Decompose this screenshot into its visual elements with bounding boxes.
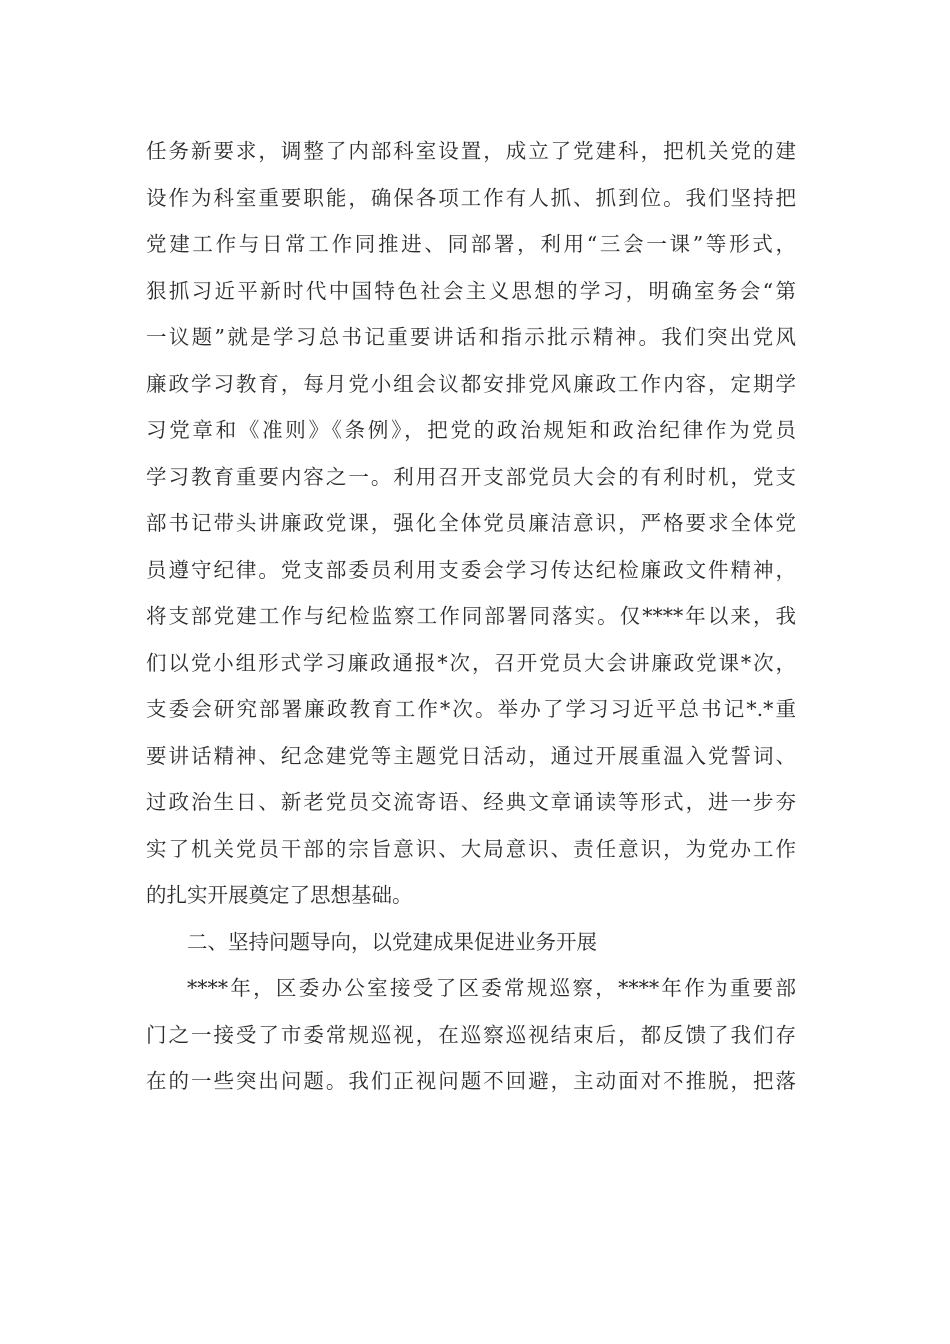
paragraph-line: 员遵守纪律。党支部委员利用支委会学习传达纪检廉政文件精神， <box>146 557 796 582</box>
paragraph-line: 要讲话精神、纪念建党等主题党日活动，通过开展重温入党誓词、 <box>146 743 796 768</box>
paragraph-line: 门之一接受了市委常规巡视，在巡察巡视结束后，都反馈了我们存 <box>146 1022 796 1047</box>
paragraph-line: 党建工作与日常工作同推进、同部署，利用“三会一课”等形式， <box>146 232 796 256</box>
paragraph-line: 学习教育重要内容之一。利用召开支部党员大会的有利时机，党支 <box>146 464 796 489</box>
paragraph-line: 在的一些突出问题。我们正视问题不回避，主动面对不推脱，把落 <box>146 1069 796 1093</box>
paragraph-line: 的扎实开展奠定了思想基础。 <box>146 883 413 907</box>
paragraph-line: 部书记带头讲廉政党课，强化全体党员廉洁意识，严格要求全体党 <box>146 511 796 535</box>
paragraph-line: 们以党小组形式学习廉政通报*次，召开党员大会讲廉政党课*次， <box>146 650 796 675</box>
paragraph-line: ****年，区委办公室接受了区委常规巡察，****年作为重要部 <box>187 976 796 1000</box>
paragraph-line: 习党章和《准则》《条例》，把党的政治规矩和政治纪律作为党员 <box>146 418 796 442</box>
paragraph-line: 将支部党建工作与纪检监察工作同部署同落实。仅****年以来，我 <box>146 604 796 628</box>
paragraph-line: 一议题”就是学习总书记重要讲话和指示批示精神。我们突出党风 <box>146 325 796 349</box>
paragraph-line: 任务新要求，调整了内部科室设置，成立了党建科，把机关党的建 <box>146 139 796 163</box>
paragraph-line: 过政治生日、新老党员交流寄语、经典文章诵读等形式，进一步夯 <box>146 790 796 814</box>
section-heading: 二、坚持问题导向，以党建成果促进业务开展 <box>187 929 597 954</box>
paragraph-line: 设作为科室重要职能，确保各项工作有人抓、抓到位。我们坚持把 <box>146 185 796 210</box>
paragraph-line: 支委会研究部署廉政教育工作*次。举办了学习习近平总书记*.*重 <box>146 697 796 721</box>
paragraph-line: 廉政学习教育，每月党小组会议都安排党风廉政工作内容，定期学 <box>146 371 796 396</box>
paragraph-line: 狠抓习近平新时代中国特色社会主义思想的学习，明确室务会“第 <box>146 278 796 303</box>
paragraph-line: 实了机关党员干部的宗旨意识、大局意识、责任意识，为党办工作 <box>146 836 796 861</box>
body-text <box>146 128 796 1105</box>
